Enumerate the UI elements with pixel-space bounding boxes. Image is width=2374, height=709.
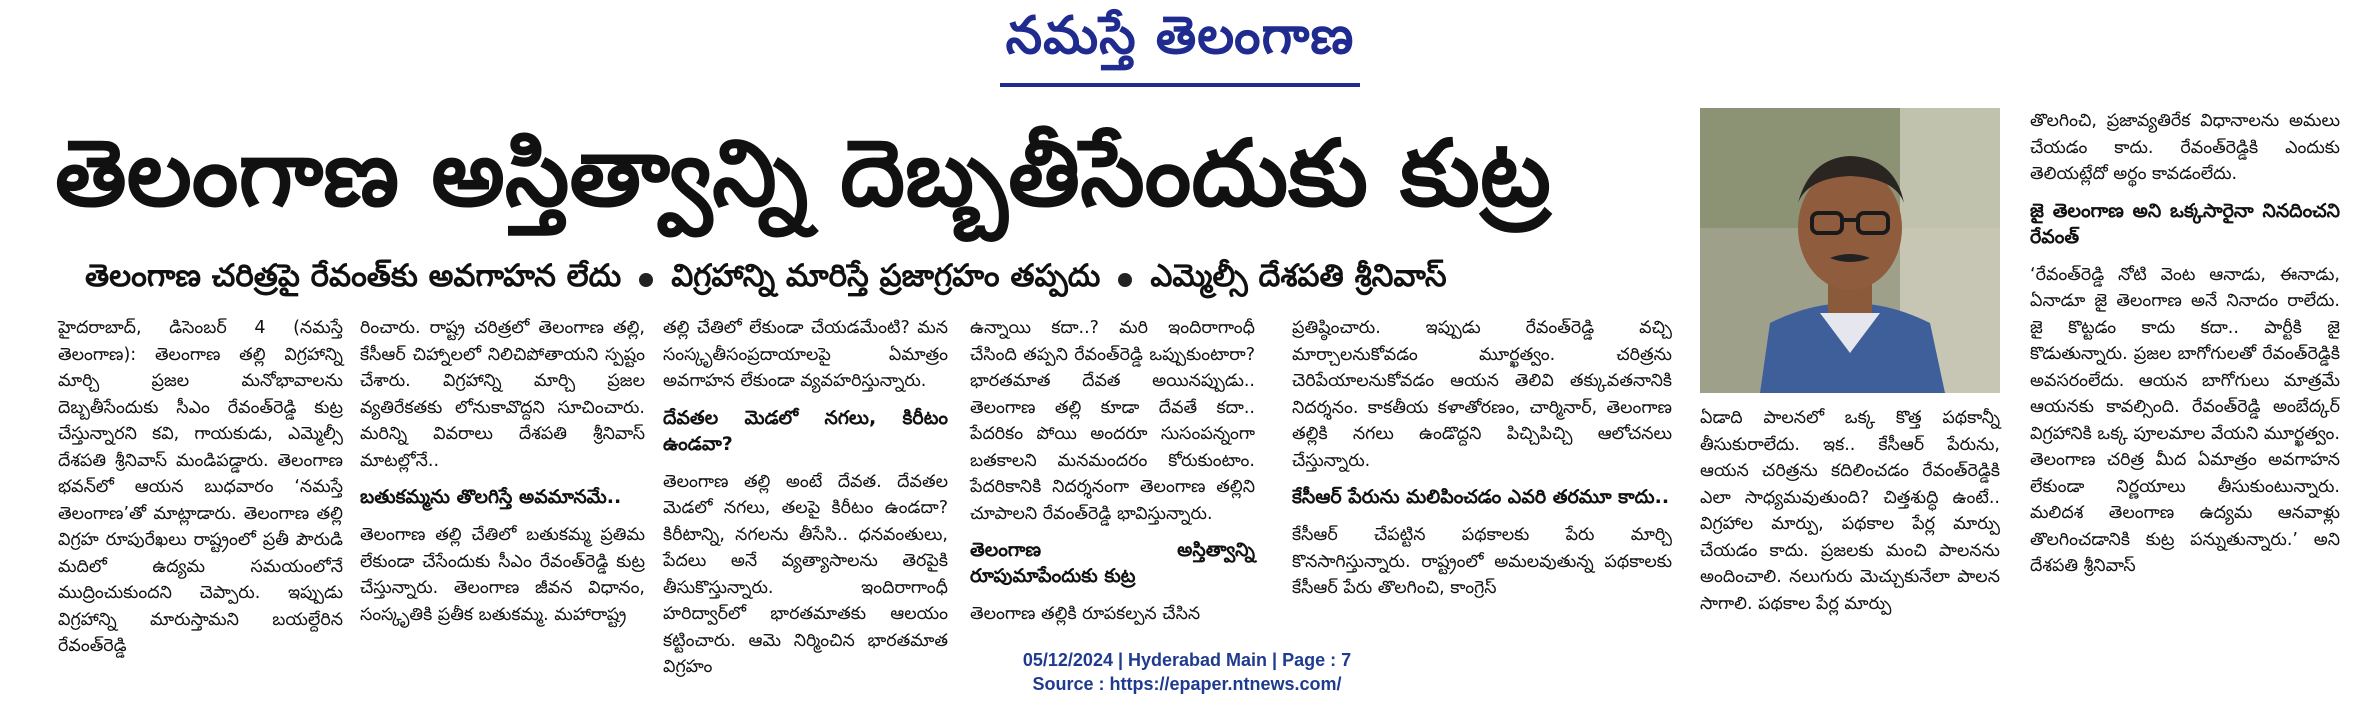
article-paragraph: హైదరాబాద్, డిసెంబర్ 4 (నమస్తే తెలంగాణ): తెలంగాణ తల్లి విగ్రహాన్ని మార్చి ప్రజల మనోభావాలను దెబ్బతీసేందుకు సీఎం రేవంత్‌రెడ్డి కుట్ర చేస్తున్నారని కవి, గాయకుడు, ఎమ్మెల్సీ దేశపతి శ్రీనివాస్ మండిపడ్డారు. తెలంగాణ భవన్‌లో ఆయన బుధవారం ‘నమస్తే తెలంగాణ’తో మాట్లాడారు. తెలంగాణ తల్లి విగ్రహ రూపురేఖలు రాష్ట్రంలో ప్రతీ పౌరుడి మదిలో ఉద్యమ సమయంలోనే ముద్రించుకుందని చెప్పారు. ఇప్పుడు విగ్రహాన్ని మారుస్తామని బయల్దేరిన రేవంత్‌రెడ్డి [58,318,343,656]
subhead-line [85,258,1645,301]
section-subheading: తెలంగాణ అస్తిత్వాన్ని రూపుమాపేందుకు కుట్ర [970,539,1255,587]
footer-edition-info: 05/12/2024 | Hyderabad Main | Page : 7 [1022,650,1352,670]
article-column-4 [970,315,1255,645]
bullet-icon [639,273,653,287]
article-column-1 [58,315,343,656]
article-column-5 [1292,315,1672,645]
article-paragraph: కేసీఆర్ చేపట్టిన పథకాలకు పేరు మార్చి కొనసాగిస్తున్నారు. రాష్ట్రంలో అమలవుతున్న పథకాలకు కేసీఆర్ పేరు తొలగించి, కాంగ్రెస్ [1292,525,1672,598]
subhead-1: తెలంగాణ చరిత్రపై రేవంత్‌కు అవగాహన లేదు [85,258,622,294]
article-paragraph: రించారు. రాష్ట్ర చరిత్రలో తెలంగాణ తల్లి, కేసీఆర్ చిహ్నాలలో నిలిచిపోతాయని స్పష్టం చేశారు. విగ్రహాన్ని మార్చి ప్రజల వ్యతిరేకతకు లోనుకావొద్దని సూచించారు. మరిన్ని వివరాలు దేశపతి శ్రీనివాస్ మాటల్లోనే.. [360,318,645,471]
article-paragraph: ఉన్నాయి కదా..? మరి ఇందిరాగాంధీ చేసింది తప్పని రేవంత్‌రెడ్డి ఒప్పుకుంటారా? భారతమాత దేవత అయినప్పుడు.. తెలంగాణ తల్లి కూడా దేవతే కదా.. పేదరికం పోయి అందరూ సుసంపన్నంగా బతకాలని మనమందరం కోరుకుంటాం. పేదరికానికి నిదర్శనంగా తెలంగాణ తల్లిని చూపాలని రేవంత్‌రెడ్డి భావిస్తున్నారు. [970,318,1255,524]
article-column-2 [360,315,645,645]
subhead-2: విగ్రహాన్ని మారిస్తే ప్రజాగ్రహం తప్పదు [671,258,1101,294]
article-paragraph: ప్రతిష్ఠించారు. ఇప్పుడు రేవంత్‌రెడ్డి వచ్చి మార్చాలనుకోవడం మూర్ఖత్వం. చరిత్రను చెరిపేయాలనుకోవడం ఆయన తెలివి తక్కువతనానికి నిదర్శనం. కాకతీయ కళాతోరణం, చార్మినార్, తెలంగాణ తల్లికి నగలు ఉండొద్దని పిచ్చిపిచ్చి ఆలోచనలు చేస్తున్నారు. [1292,318,1672,471]
article-paragraph: తెలంగాణ తల్లి చేతిలో బతుకమ్మ ప్రతిమ లేకుండా చేసేందుకు సీఎం రేవంత్‌రెడ్డి కుట్ర చేస్తున్నారు. తెలంగాణ జీవన విధానం, సంస్కృతికి ప్రతీక బతుకమ్మ. మహారాష్ట్ర [360,525,645,625]
headline: తెలంగాణ అస్తిత్వాన్ని దెబ్బతీసేందుకు కుట్ర [55,120,1551,227]
article-paragraph: తెలంగాణ తల్లికి రూపకల్పన చేసిన [970,604,1201,624]
subhead-3: ఎమ్మెల్సీ దేశపతి శ్రీనివాస్ [1150,258,1447,294]
article-paragraph: తొలగించి, ప్రజావ్యతిరేక విధానాలను అమలు చేయడం కాదు. రేవంత్‌రెడ్డికి ఎందుకు తెలియట్లేదో అర్థం కావడంలేదు. [2030,111,2340,184]
article-column-3 [663,315,948,677]
portrait-photo [1700,108,2000,393]
section-subheading: బతుకమ్మను తొలగిస్తే అవమానమే.. [360,486,622,508]
masthead-logo: నమస్తే తెలంగాణ [980,6,1380,87]
bullet-icon [1118,273,1132,287]
article-paragraph: తల్లి చేతిలో లేకుండా చేయడమేంటి? మన సంస్కృతీసంప్రదాయాలపై ఏమాత్రం అవగాహన లేకుండా వ్యవహరిస్తున్నారు. [663,318,948,391]
article-column-7 [2030,108,2340,645]
footer-source-link[interactable]: Source : https://epaper.ntnews.com/ [1032,674,1342,694]
portrait-illustration [1700,108,2000,393]
article-paragraph: తెలంగాణ తల్లి అంటే దేవత. దేవతల మెడలో నగలు, తలపై కిరీటం ఉండదా? కిరీటాన్ని, నగలను తీసేసి.. ధనవంతులు, పేదలు అనే వ్యత్యాసాలను తెరపైకి తీసుకొస్తున్నారు. ఇందిరాగాంధీ హరిద్వార్‌లో భారతమాతకు ఆలయం కట్టించారు. ఆమె నిర్మించిన భారతమాత విగ్రహం [663,471,948,677]
section-subheading: దేవతల మెడలో నగలు, కిరీటం ఉండవా? [663,406,948,455]
section-subheading: కేసీఆర్ పేరును మలిపించడం ఎవరి తరమూ కాదు.. [1292,486,1670,508]
article-column-6 [1700,405,2000,645]
article-paragraph: ఏడాది పాలనలో ఒక్క కొత్త పథకాన్నీ తీసుకురాలేదు. ఇక.. కేసీఆర్ పేరును, ఆయన చరిత్రను కదిలించడం రేవంత్‌రెడ్డికి ఎలా సాధ్యమవుతుంది? చిత్తశుద్ధి ఉంటే.. విగ్రహాల మార్పు, పథకాల పేర్ల మార్పు చేయడం కాదు. ప్రజలకు మంచి పాలనను అందించాలి. నలుగురు మెచ్చుకునేలా పాలన సాగాలి. పథకాల పేర్ల మార్పు [1700,408,2000,614]
article-paragraph: ‘రేవంత్‌రెడ్డి నోటి వెంట ఆనాడు, ఈనాడు, ఏనాడూ జై తెలంగాణ అనే నినాదం రాలేదు. జై కొట్టడం కాదు కదా.. పార్టీకి జై కొడుతున్నారు. ప్రజల బాగోగులతో రేవంత్‌రెడ్డికి అవసరంలేదు. ఆయన బాగోగులు మాత్రమే ఆయనకు కావల్సింది. రేవంత్‌రెడ్డి అంబేద్కర్ విగ్రహానికి ఒక్క పూలమాల వేయని మూర్ఖత్వం. తెలంగాణ చరిత్ర మీద ఏమాత్రం అవగాహన లేకుండా నిర్ణయాలు తీసుకుంటున్నారు. మలిదశ తెలంగాణ ఉద్యమ ఆనవాళ్లు తొలగించడానికి కుట్ర పన్నుతున్నారు.’ అని దేశపతి శ్రీనివాస్ [2030,264,2340,576]
section-subheading: జై తెలంగాణ అని ఒక్కసారైనా నినదించని రేవంత్ [2030,199,2340,248]
